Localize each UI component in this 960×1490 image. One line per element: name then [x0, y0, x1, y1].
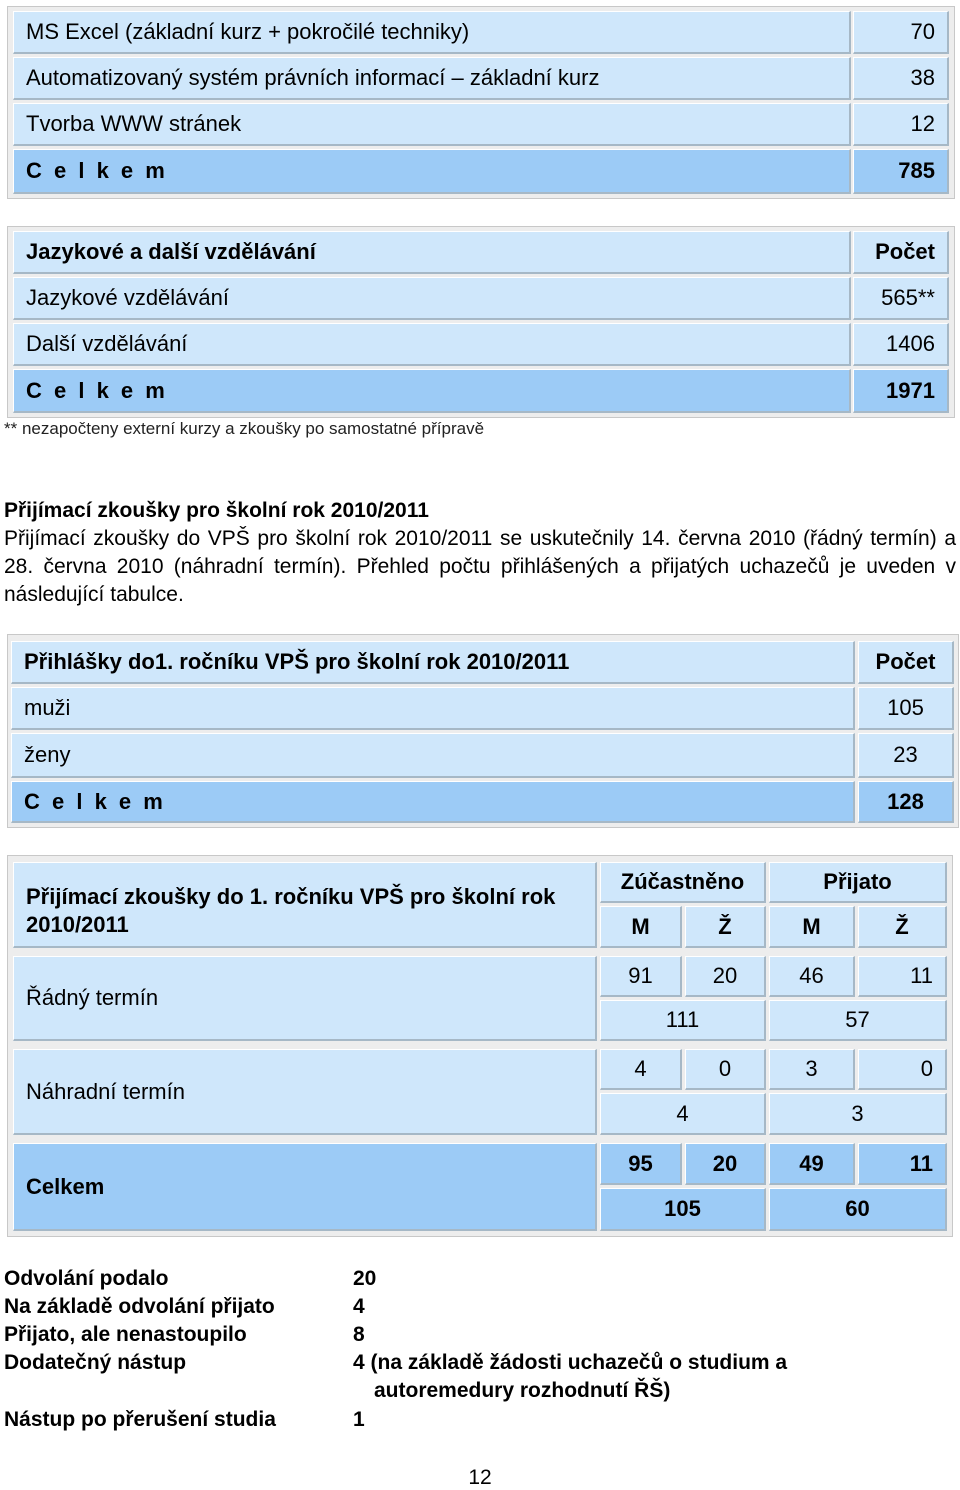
table-row-value: 12: [853, 103, 949, 146]
total-label: C e l k e m: [11, 781, 855, 823]
table-row-value: 38: [853, 57, 949, 100]
table-row-label: Tvorba WWW stránek: [13, 103, 851, 146]
page-number: 12: [468, 1466, 492, 1489]
total-value: 1971: [853, 369, 949, 413]
table-row-value: 105: [858, 687, 954, 730]
table-cell-sum: 4: [600, 1093, 766, 1135]
table-header-label: Jazykové a další vzdělávání: [13, 231, 851, 274]
table-cell: 3: [769, 1049, 855, 1090]
total-cell: 11: [858, 1143, 947, 1185]
appeals-value: 20: [353, 1267, 377, 1290]
appeals-label: Přijato, ale nenastoupilo: [4, 1323, 247, 1346]
appeals-value: 8: [353, 1323, 365, 1346]
table-header-value: Počet: [853, 231, 949, 274]
applications-table: [7, 634, 959, 828]
sub-col-header: Ž: [685, 906, 766, 948]
appeals-label: Nástup po přerušení studia: [4, 1408, 276, 1431]
appeals-value: 4: [353, 1295, 365, 1318]
table-row-label: Náhradní termín: [13, 1049, 597, 1135]
table-row-value: 565**: [853, 277, 949, 320]
total-label: C e l k e m: [13, 369, 851, 413]
table-cell-sum: 57: [769, 1000, 947, 1041]
total-cell: 95: [600, 1143, 682, 1185]
exams-table: [7, 855, 953, 1237]
appeals-value: 1: [353, 1408, 365, 1431]
table-row-value: 23: [858, 733, 954, 778]
total-value: 128: [858, 781, 954, 823]
total-value: 785: [853, 149, 949, 194]
exams-table-title: Přijímací zkoušky do 1. ročníku VPŠ pro školní rok 2010/2011: [13, 862, 597, 948]
table-row-label: Další vzdělávání: [13, 323, 851, 366]
table-cell: 91: [600, 956, 682, 997]
table-cell: 20: [685, 956, 766, 997]
sub-col-header: Ž: [858, 906, 947, 948]
table-row-label: MS Excel (základní kurz + pokročilé techniky): [13, 11, 851, 54]
table-row-label: Jazykové vzdělávání: [13, 277, 851, 320]
col-group-admitted: Přijato: [769, 862, 947, 903]
total-label: C e l k e m: [13, 149, 851, 194]
appeals-value: 4 (na základě žádosti uchazečů o studium a autoremedury rozhodnutí ŘŠ): [353, 1351, 788, 1402]
section-heading: Přijímací zkoušky pro školní rok 2010/2011: [4, 499, 429, 522]
table-row-value: 70: [853, 11, 949, 54]
footnote: ** nezapočteny externí kurzy a zkoušky po samostatné přípravě: [4, 419, 485, 438]
appeals-label: Odvolání podalo: [4, 1267, 169, 1290]
table-row-label: muži: [11, 687, 855, 730]
sub-col-header: M: [600, 906, 682, 948]
languages-table: [7, 226, 955, 418]
table-cell-sum: 111: [600, 1000, 766, 1041]
sub-col-header: M: [769, 906, 855, 948]
courses-table: [7, 6, 955, 199]
table-row-value: 1406: [853, 323, 949, 366]
table-row-label: ženy: [11, 733, 855, 778]
section-paragraph: Přijímací zkoušky do VPŠ pro školní rok 2010/2011 se uskutečnily 14. června 2010 (řádný termín) a 28. června 2010 (náhradní termín). Přehled počtu přihlášených a přijatých uchazečů je uveden v následující tabulce.: [4, 527, 956, 606]
table-cell: 11: [858, 956, 947, 997]
total-cell: 20: [685, 1143, 766, 1185]
table-row-label: Řádný termín: [13, 956, 597, 1041]
table-row-label: Automatizovaný systém právních informací – základní kurz: [13, 57, 851, 100]
total-label: Celkem: [13, 1143, 597, 1231]
total-cell: 49: [769, 1143, 855, 1185]
table-cell-sum: 3: [769, 1093, 947, 1135]
table-cell: 0: [685, 1049, 766, 1090]
total-cell-sum: 105: [600, 1188, 766, 1231]
appeals-label: Na základě odvolání přijato: [4, 1295, 275, 1318]
table-cell: 46: [769, 956, 855, 997]
col-group-participated: Zúčastněno: [600, 862, 766, 903]
table-cell: 0: [858, 1049, 947, 1090]
total-cell-sum: 60: [769, 1188, 947, 1231]
table-cell: 4: [600, 1049, 682, 1090]
table-header-value: Počet: [858, 641, 954, 684]
appeals-label: Dodatečný nástup: [4, 1351, 187, 1374]
table-header-label: Přihlášky do1. ročníku VPŠ pro školní rok 2010/2011: [11, 641, 855, 684]
